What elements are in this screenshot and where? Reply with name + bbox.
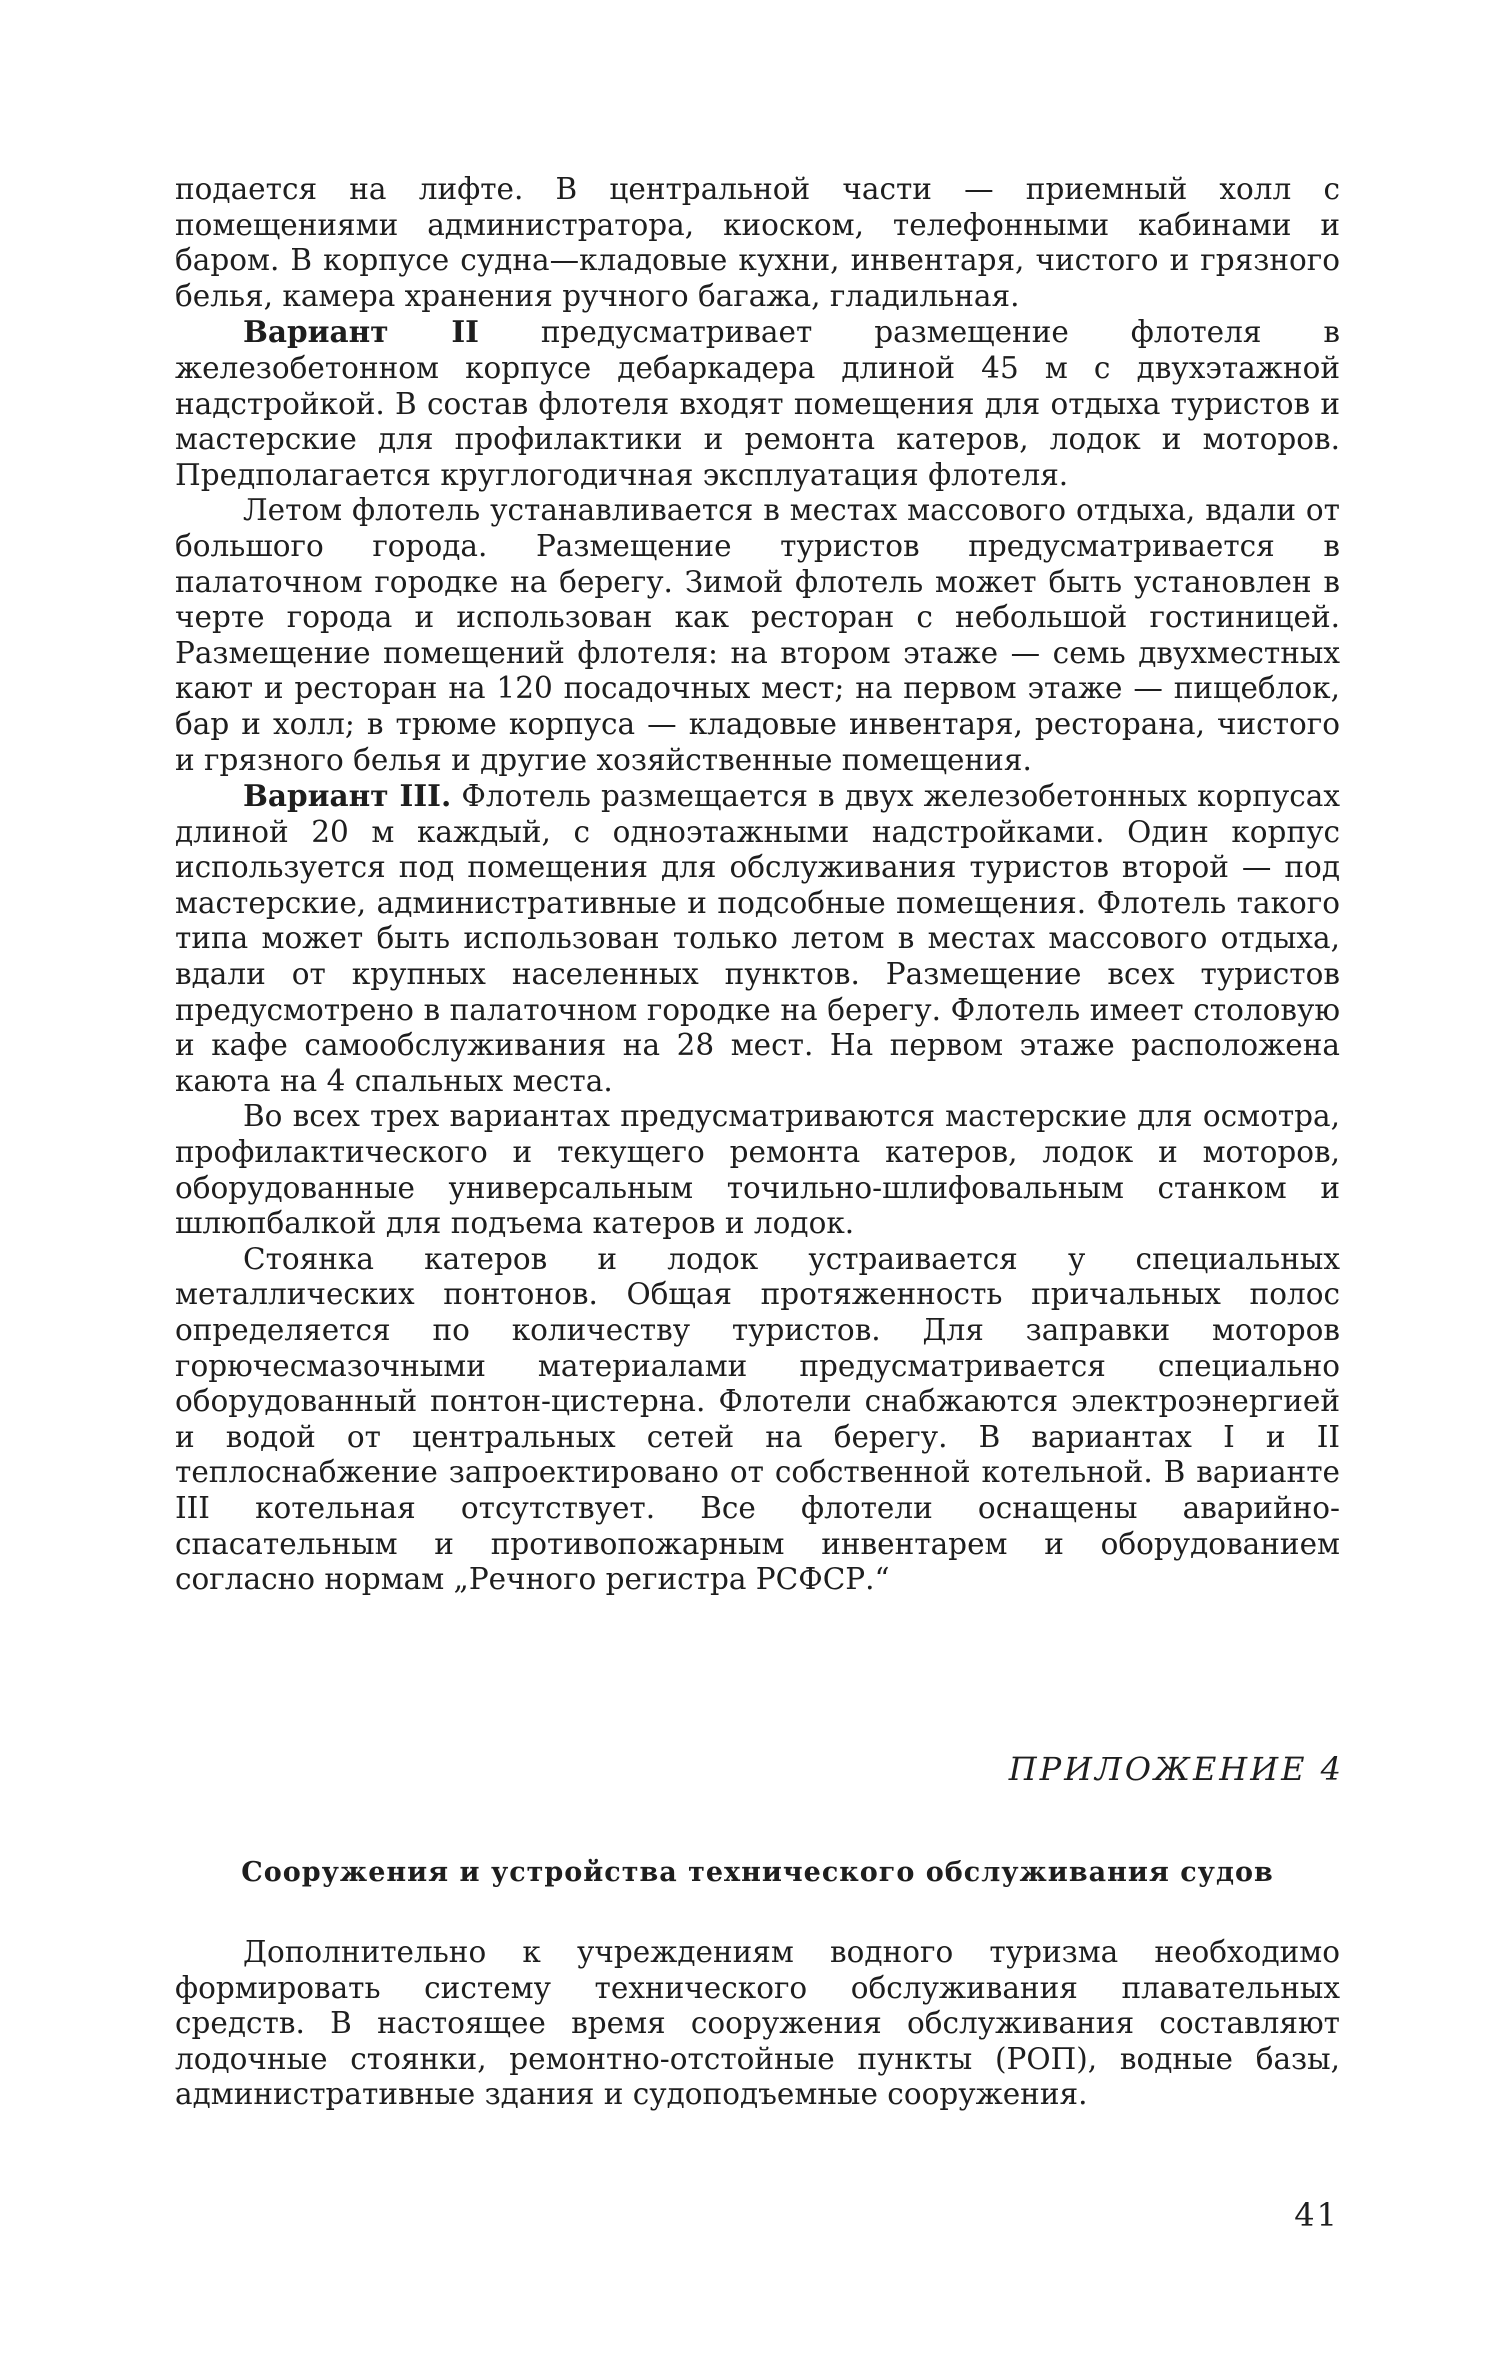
paragraph-3-text: Летом флотель устанавливается в местах массового отдыха, вдали от большого города. Размещение туристов предусматривается в палаточном городке на берегу. Зимой флотель может быть установлен в черте города и использован как ресторан с небольшой гостиницей. Размещение помещений флотеля: на втором этаже — семь двухместных кают и ресторан на 120 посадочных мест; на первом этаже — пищеблок, бар и холл; в трюме корпуса — кладовые инвентаря, ресторана, чистого и грязного белья и другие хозяйственные помещения. [175, 493, 1340, 777]
paragraph-1 [175, 172, 1340, 314]
paragraph-2-text: предусматривает размещение флотеля в железобетонном корпусе дебаркадера длиной 45 м с двухэтажной надстройкой. В состав флотеля входят помещения для отдыха туристов и мастерские для профилактики и ремонта катеров, лодок и моторов. Предполагается круглогодичная эксплуатация флотеля. [175, 315, 1340, 492]
variant-3-heading: Вариант III. [243, 778, 452, 814]
paragraph-5-text: Во всех трех вариантах предусматриваются мастерские для осмотра, профилактического и текущего ремонта катеров, лодок и моторов, оборудованные универсальным точильно-шлифовальным станком и шлюпбалкой для подъема катеров и лодок. [175, 1099, 1340, 1241]
appendix-paragraph [175, 1935, 1340, 2113]
appendix-paragraph-text: Дополнительно к учреждениям водного туризма необходимо формировать систему технического обслуживания плавательных средств. В настоящее время сооружения обслуживания составляют лодочные стоянки, ремонтно-отстойные пункты (РОП), водные базы, административные здания и судоподъемные сооружения. [175, 1935, 1340, 2112]
paragraph-3 [175, 493, 1340, 778]
main-body-text [175, 172, 1340, 1598]
paragraph-4-text: Флотель размещается в двух железобетонных корпусах длиной 20 м каждый, с одноэтажными надстройками. Один корпус используется под помещения для обслуживания туристов второй — под мастерские, административные и подсобные помещения. Флотель такого типа может быть использован только летом в местах массового отдыха, вдали от крупных населенных пунктов. Размещение всех туристов предусмотрено в палаточном городке на берегу. Флотель имеет столовую и кафе самообслуживания на 28 мест. На первом этаже расположена каюта на 4 спальных места. [175, 779, 1341, 1098]
paragraph-2 [175, 314, 1340, 493]
variant-2-heading: Вариант II [243, 314, 479, 350]
appendix-label: ПРИЛОЖЕНИЕ 4 [1008, 1750, 1344, 1788]
paragraph-5 [175, 1099, 1340, 1241]
paragraph-6-text: Стоянка катеров и лодок устраивается у специальных металлических понтонов. Общая протяженность причальных полос определяется по количеству туристов. Для заправки моторов горючесмазочными материалами предусматривается специально оборудованный понтон-цистерна. Флотели снабжаются электроэнергией и водой от центральных сетей на берегу. В вариантах I и II теплоснабжение запроектировано от собственной котельной. В варианте III котельная отсутствует. Все флотели оснащены аварийно-спасательным и противопожарным инвентарем и оборудованием согласно нормам „Речного регистра РСФСР.“ [175, 1241, 1341, 1597]
paragraph-1-text: подается на лифте. В центральной части — приемный холл с помещениями администратора, киоском, телефонными кабинами и баром. В корпусе судна—кладовые кухни, инвентаря, чистого и грязного белья, камера хранения ручного багажа, гладильная. [175, 172, 1340, 313]
appendix-body-text [175, 1935, 1340, 2113]
page-number: 41 [1294, 2196, 1339, 2234]
section-title: Сооружения и устройства технического обслуживания судов [241, 1857, 1274, 1888]
paragraph-6 [175, 1242, 1340, 1598]
paragraph-4 [175, 778, 1340, 1099]
